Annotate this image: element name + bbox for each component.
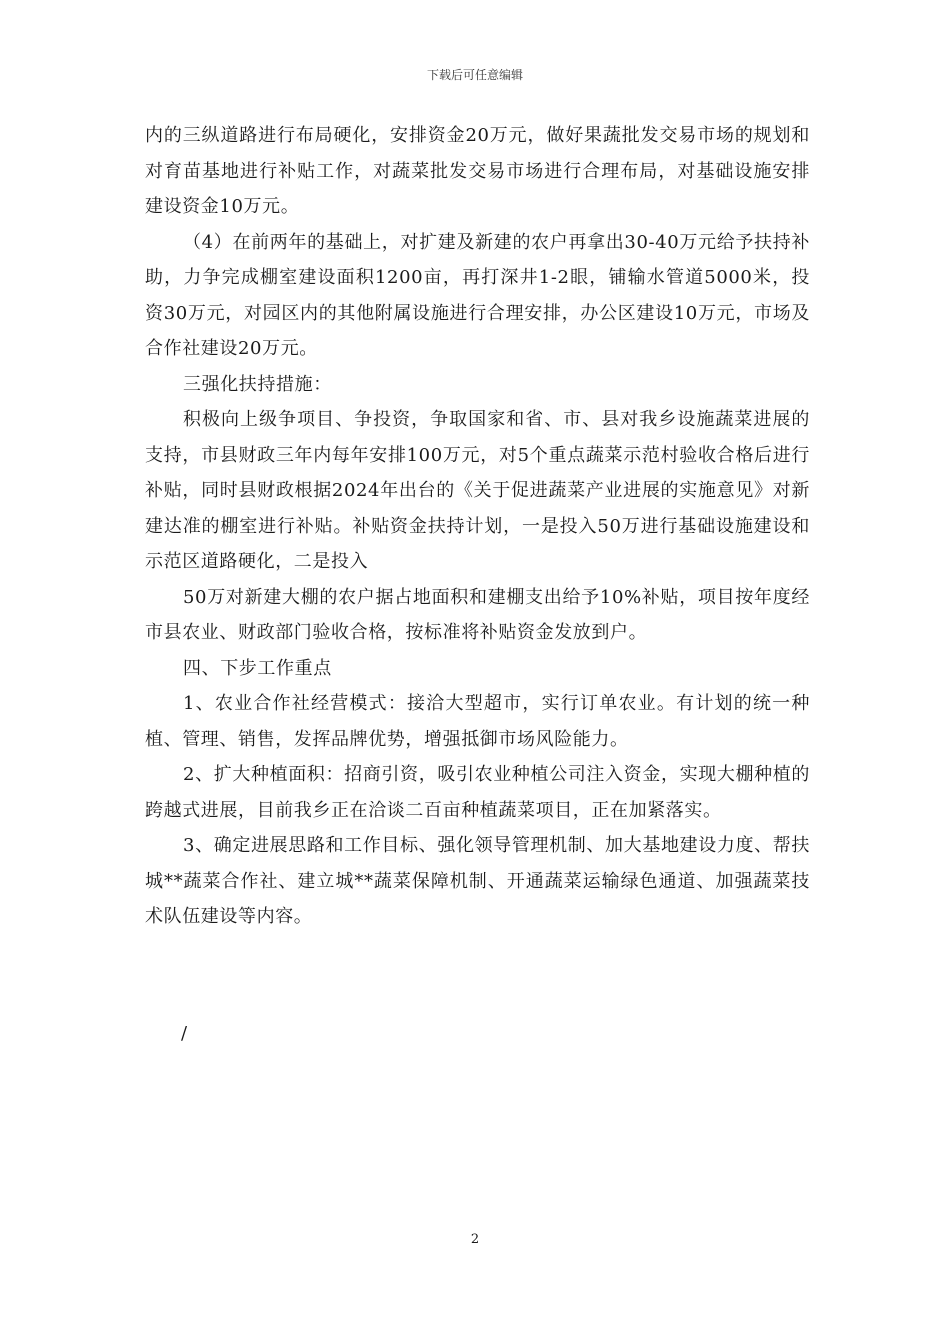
paragraph-2: （4）在前两年的基础上，对扩建及新建的农户再拿出30-40万元给予扶持补助，力争完成棚室建设面积1200亩，再打深井1-2眼，铺输水管道5000米，投资30万元，对园区内的其他附属设施进行合理安排，办公区建设10万元，市场及合作社建设20万元。 [145,231,810,359]
page-number: 2 [470,1232,480,1247]
list-item-1: 1、农业合作社经营模式：接洽大型超市，实行订单农业。有计划的统一种植、管理、销售，发挥品牌优势，增强抵御市场风险能力。 [145,693,810,750]
trailing-mark: / [181,1023,188,1044]
section-heading-3: 三强化扶持措施： [183,373,332,395]
paragraph-4: 积极向上级争项目、争投资，争取国家和省、市、县对我乡设施蔬菜进展的支持，市县财政三年内每年安排100万元，对5个重点蔬菜示范村验收合格后进行补贴，同时县财政根据2024年出台的《关于促进蔬菜产业进展的实施意见》对新建达准的棚室进行补贴。补贴资金扶持计划，一是投入50万进行基础设施建设和示范区道路硬化，二是投入 [145,409,810,572]
section-heading-4: 四、下步工作重点 [183,657,332,679]
page-header: 下载后可任意编辑 [426,68,523,82]
paragraph-5: 50万对新建大棚的农户据占地面积和建棚支出给予10%补贴，项目按年度经市县农业、财政部门验收合格，按标准将补贴资金发放到户。 [145,586,810,643]
document-body [145,118,810,935]
list-item-3: 3、确定进展思路和工作目标、强化领导管理机制、加大基地建设力度、帮扶城**蔬菜合作社、建立城**蔬菜保障机制、开通蔬菜运输绿色通道、加强蔬菜技术队伍建设等内容。 [145,835,810,927]
paragraph-1: 内的三纵道路进行布局硬化，安排资金20万元，做好果蔬批发交易市场的规划和对育苗基地进行补贴工作，对蔬菜批发交易市场进行合理布局，对基础设施安排建设资金10万元。 [145,125,810,217]
list-item-2: 2、扩大种植面积：招商引资，吸引农业种植公司注入资金，实现大棚种植的跨越式进展，目前我乡正在洽谈二百亩种植蔬菜项目，正在加紧落实。 [145,764,810,821]
